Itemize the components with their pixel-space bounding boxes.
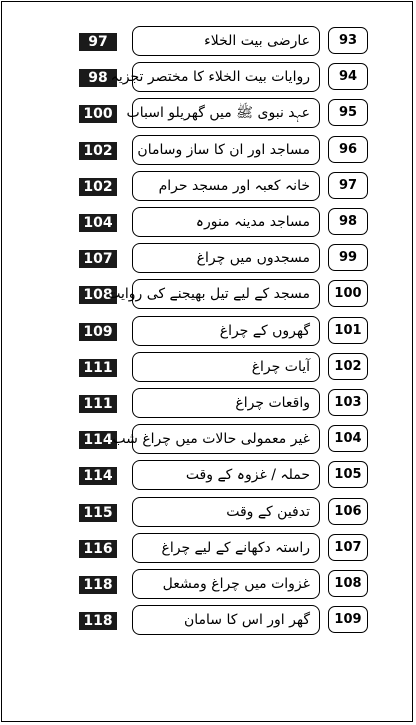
page-number-badge: 100 xyxy=(79,105,117,123)
toc-row[interactable] xyxy=(0,171,416,201)
toc-title: عہد نبوی ﷺ میں گھریلو اسباب xyxy=(132,98,320,128)
page-number-badge: 111 xyxy=(79,395,117,413)
toc-title: واقعات چراغ xyxy=(132,388,320,418)
toc-title: مسجد کے لیے تیل بھیجنے کی روایت xyxy=(132,279,320,309)
entry-number: 94 xyxy=(328,63,368,90)
entry-number: 101 xyxy=(328,317,368,344)
page-number-badge: 115 xyxy=(79,504,117,522)
toc-title: تدفین کے وقت xyxy=(132,497,320,527)
entry-number: 99 xyxy=(328,244,368,271)
toc-row[interactable] xyxy=(0,26,416,56)
entry-number: 106 xyxy=(328,498,368,525)
toc-title: مسجدوں میں چراغ xyxy=(132,243,320,273)
page-number-badge: 98 xyxy=(79,69,117,87)
toc-row[interactable] xyxy=(0,533,416,563)
toc-title: راستہ دکھانے کے لیے چراغ xyxy=(132,533,320,563)
page-number-badge: 109 xyxy=(79,323,117,341)
toc-row[interactable] xyxy=(0,62,416,92)
toc-title: گھروں کے چراغ xyxy=(132,316,320,346)
page-number-badge: 108 xyxy=(79,286,117,304)
toc-row[interactable] xyxy=(0,424,416,454)
entry-number: 95 xyxy=(328,99,368,126)
toc-row[interactable] xyxy=(0,388,416,418)
toc-title: غزوات میں چراغ ومشعل xyxy=(132,569,320,599)
toc-row[interactable] xyxy=(0,460,416,490)
toc-row[interactable] xyxy=(0,352,416,382)
toc-row[interactable] xyxy=(0,316,416,346)
entry-number: 98 xyxy=(328,208,368,235)
entry-number: 102 xyxy=(328,353,368,380)
toc-row[interactable] xyxy=(0,135,416,165)
page-number-badge: 118 xyxy=(79,612,117,630)
page-number-badge: 102 xyxy=(79,142,117,160)
entry-number: 104 xyxy=(328,425,368,452)
toc-row[interactable] xyxy=(0,98,416,128)
page-number-badge: 118 xyxy=(79,576,117,594)
toc-title: عارضی بیت الخلاء xyxy=(132,26,320,56)
toc-title: مساجد اور ان کا ساز وسامان xyxy=(132,135,320,165)
page-number-badge: 97 xyxy=(79,33,117,51)
toc-row[interactable] xyxy=(0,207,416,237)
page-number-badge: 116 xyxy=(79,540,117,558)
toc-title: روایات بیت الخلاء کا مختصر تجزیہ xyxy=(132,62,320,92)
entry-number: 96 xyxy=(328,136,368,163)
toc-row[interactable] xyxy=(0,243,416,273)
entry-number: 107 xyxy=(328,534,368,561)
entry-number: 100 xyxy=(328,280,368,307)
entry-number: 103 xyxy=(328,389,368,416)
page-number-badge: 107 xyxy=(79,250,117,268)
entry-number: 97 xyxy=(328,172,368,199)
page-number-badge: 114 xyxy=(79,431,117,449)
toc-row[interactable] xyxy=(0,605,416,635)
toc-title: گھر اور اس کا سامان xyxy=(132,605,320,635)
entry-number: 105 xyxy=(328,461,368,488)
toc-row[interactable] xyxy=(0,497,416,527)
entry-number: 93 xyxy=(328,27,368,54)
toc-title: مساجد مدینہ منورہ xyxy=(132,207,320,237)
toc-title: خانہ کعبہ اور مسجد حرام xyxy=(132,171,320,201)
toc-title: آیات چراغ xyxy=(132,352,320,382)
page-number-badge: 102 xyxy=(79,178,117,196)
toc-title: حملہ / غزوہ کے وقت xyxy=(132,460,320,490)
page-number-badge: 111 xyxy=(79,359,117,377)
page-number-badge: 104 xyxy=(79,214,117,232)
page-number-badge: 114 xyxy=(79,467,117,485)
toc-row[interactable] xyxy=(0,279,416,309)
toc-row[interactable] xyxy=(0,569,416,599)
entry-number: 109 xyxy=(328,606,368,633)
toc-title: غیر معمولی حالات میں چراغ شب xyxy=(132,424,320,454)
entry-number: 108 xyxy=(328,570,368,597)
